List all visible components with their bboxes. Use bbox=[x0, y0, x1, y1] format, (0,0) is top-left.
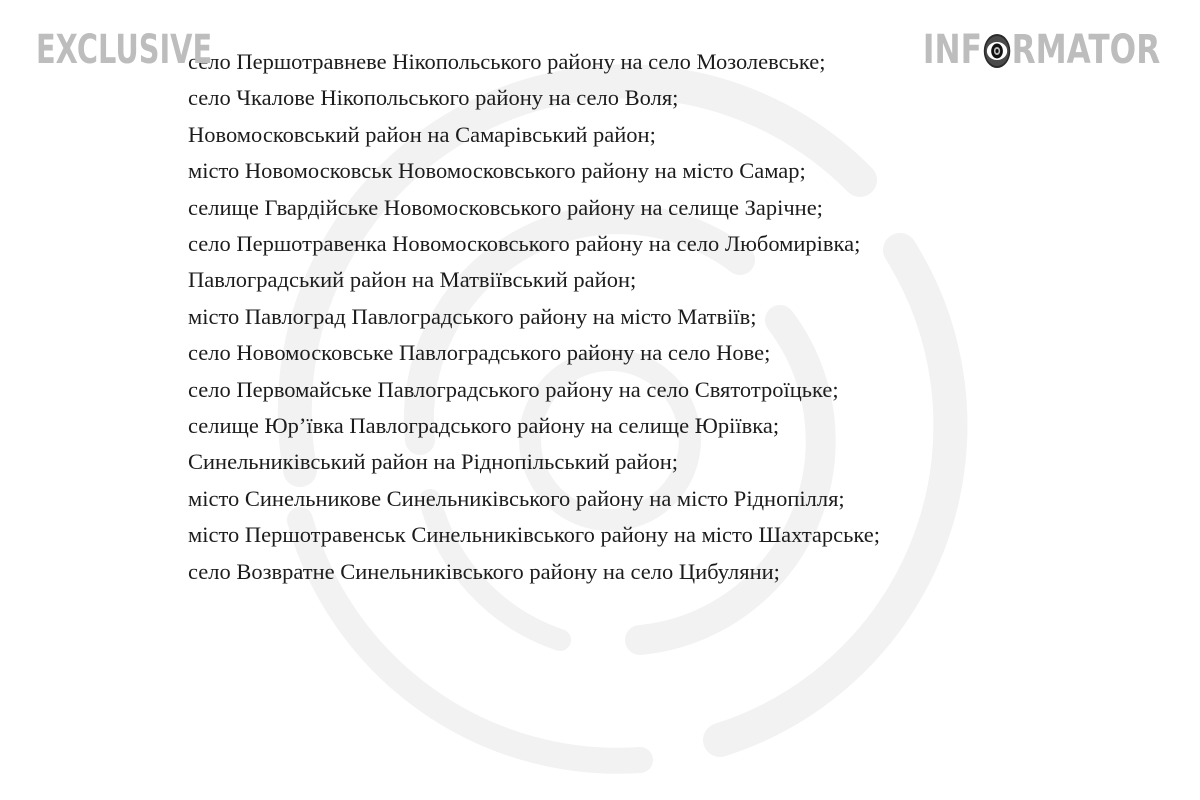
document-line: село Першотравенка Новомосковського району на село Любомирівка; bbox=[188, 231, 861, 257]
logo-text-end: RMATOR bbox=[1011, 27, 1160, 73]
informator-logo[interactable] bbox=[922, 27, 1160, 73]
document-line: місто Синельникове Синельниківського району на місто Ріднопілля; bbox=[188, 485, 845, 511]
document-line: селище Юр’ївка Павлоградського району на селище Юріївка; bbox=[188, 413, 780, 439]
document-line: село Возвратне Синельниківського району на село Цибуляни; bbox=[188, 558, 780, 584]
document-line: село Новомосковське Павлоградського району на село Нове; bbox=[188, 340, 771, 366]
exclusive-label: EXCLUSIVE bbox=[36, 27, 213, 73]
document-line: село Чкалове Нікопольського району на село Воля; bbox=[188, 85, 679, 111]
document-body bbox=[188, 44, 880, 590]
document-line: Синельниківський район на Ріднопільський район; bbox=[188, 449, 679, 475]
logo-text-start: INF bbox=[922, 27, 982, 73]
document-line: місто Новомосковськ Новомосковського району на місто Самар; bbox=[188, 158, 806, 184]
document-line: село Першотравневе Нікопольського району на село Мозолевське; bbox=[188, 49, 826, 74]
document-line: місто Павлоград Павлоградського району на місто Матвіїв; bbox=[188, 303, 757, 329]
document-line: селище Гвардійське Новомосковського району на селище Зарічне; bbox=[188, 194, 823, 220]
document-line: Павлоградський район на Матвіївський район; bbox=[188, 267, 637, 293]
document-line: село Первомайське Павлоградського району на село Святотроїцьке; bbox=[188, 376, 839, 402]
document-line: Новомосковський район на Самарівський район; bbox=[188, 121, 656, 147]
document-line: місто Першотравенськ Синельниківського району на місто Шахтарське; bbox=[188, 522, 881, 548]
eye-icon bbox=[983, 33, 1011, 69]
